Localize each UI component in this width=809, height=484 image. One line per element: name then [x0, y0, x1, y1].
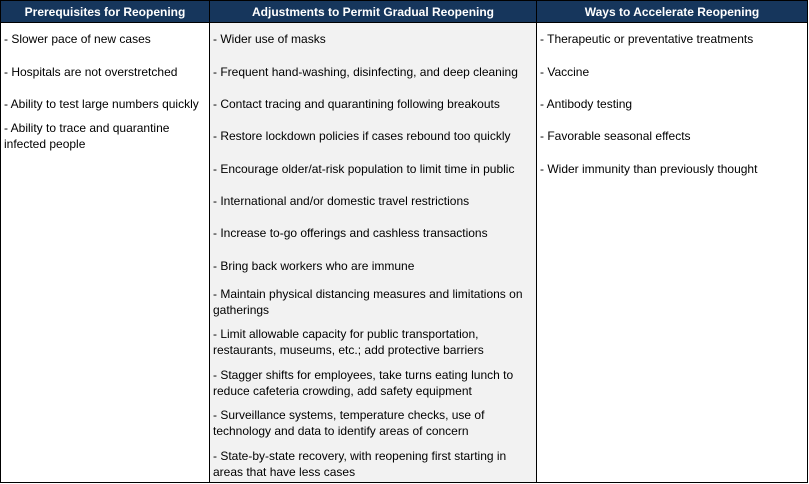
column-header: Adjustments to Permit Gradual Reopening [210, 1, 536, 23]
list-item: - Stagger shifts for employees, take turns eating lunch to reduce cafeteria crowding, add safety equipment [213, 368, 514, 398]
list-item: - Surveillance systems, temperature checks, use of technology and data to identify areas of concern [213, 408, 485, 438]
column-accelerate [537, 1, 807, 482]
list-item: - Wider use of masks [213, 32, 326, 46]
list-item: - Vaccine [540, 65, 590, 79]
column-adjustments [210, 1, 537, 482]
list-item: - Frequent hand-washing, disinfecting, and deep cleaning [213, 65, 518, 79]
list-item: - Encourage older/at-risk population to limit time in public [213, 162, 515, 176]
list-item: - Antibody testing [540, 97, 633, 111]
list-item: - Maintain physical distancing measures and limitations on gatherings [213, 287, 523, 317]
list-item: - Therapeutic or preventative treatments [540, 32, 754, 46]
column-header: Prerequisites for Reopening [1, 1, 209, 23]
list-item: - Increase to-go offerings and cashless transactions [213, 226, 488, 240]
list-item: - Slower pace of new cases [4, 32, 151, 46]
list-item: - Restore lockdown policies if cases rebound too quickly [213, 129, 511, 143]
list-item: - Bring back workers who are immune [213, 259, 415, 273]
list-item: - Wider immunity than previously thought [540, 162, 758, 176]
list-item: - Limit allowable capacity for public transportation, restaurants, museums, etc.; add protective barriers [213, 327, 484, 357]
list-item: - Favorable seasonal effects [540, 129, 691, 143]
list-item: - Contact tracing and quarantining following breakouts [213, 97, 500, 111]
list-item: - International and/or domestic travel restrictions [213, 194, 470, 208]
column-header: Ways to Accelerate Reopening [537, 1, 807, 23]
list-item: - State-by-state recovery, with reopening first starting in areas that have less cases [213, 449, 507, 479]
list-item: - Ability to trace and quarantine infected people [4, 121, 170, 151]
column-prerequisites [1, 1, 210, 482]
list-item: - Ability to test large numbers quickly [4, 97, 199, 111]
list-item: - Hospitals are not overstretched [4, 65, 178, 79]
